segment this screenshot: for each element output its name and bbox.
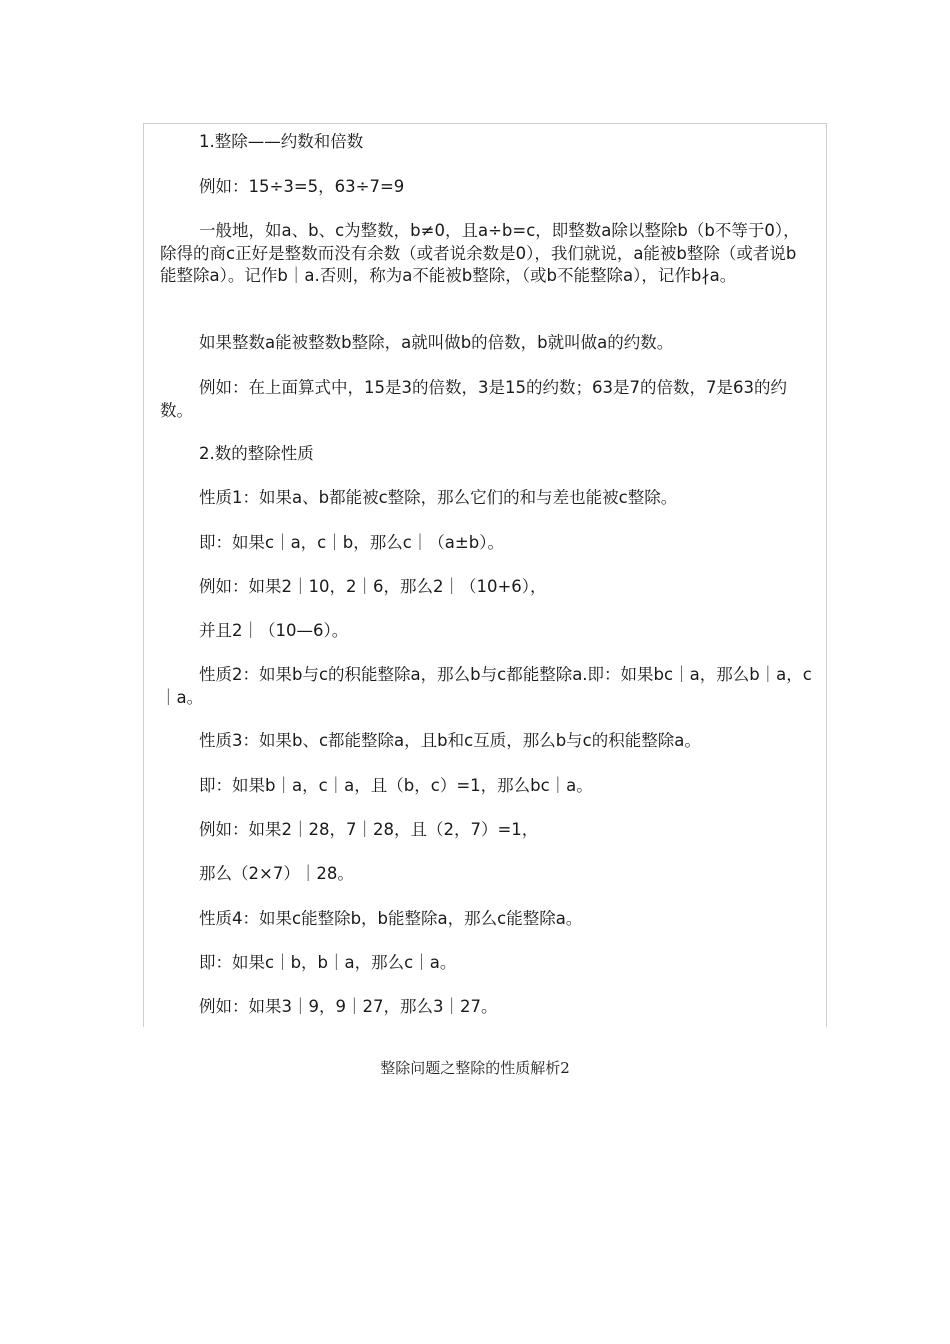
- property-4-formula: 即：如果c｜b，b｜a，那么c｜a。: [199, 953, 457, 972]
- heading-2: 2.数的整除性质: [199, 444, 314, 463]
- definition-paragraph: 一般地，如a、b、c为整数，b≠0，且a÷b=c，即整数a除以整除b（b不等于0），除得的商c正好是整数而没有余数（或者说余数是0），我们就说，a能被b整除（或者说b能整除a）。记作b｜a.否则，称为a不能被b整除，（或b不能整除a），记作b∤a。: [160, 221, 800, 285]
- property-3-paragraph: 性质3：如果b、c都能整除a，且b和c互质，那么b与c的积能整除a。: [199, 731, 701, 750]
- property-1-paragraph: 性质1：如果a、b都能被c整除，那么它们的和与差也能被c整除。: [199, 488, 678, 507]
- property-3-formula: 即：如果b｜a，c｜a，且（b，c）=1，那么bc｜a。: [199, 776, 593, 795]
- property-4-example: 例如：如果3｜9，9｜27，那么3｜27。: [199, 997, 498, 1016]
- heading-1: 1.整除——约数和倍数: [199, 132, 364, 151]
- property-2-paragraph: 性质2：如果b与c的积能整除a，那么b与c都能整除a.即：如果bc｜a，那么b｜a，c｜a。: [160, 665, 812, 707]
- property-4-paragraph: 性质4：如果c能整除b，b能整除a，那么c能整除a。: [199, 909, 583, 928]
- document-caption: 整除问题之整除的性质解析2: [380, 1059, 570, 1077]
- property-3-example: 例如：如果2｜28，7｜28，且（2，7）=1，: [199, 820, 539, 839]
- multiple-divisor-paragraph: 如果整数a能被整数b整除，a就叫做b的倍数，b就叫做a的约数。: [199, 333, 674, 352]
- property-1-formula: 即：如果c｜a，c｜b，那么c｜（a±b）。: [199, 533, 504, 552]
- property-1-example: 例如：如果2｜10，2｜6，那么2｜（10+6），: [199, 577, 547, 596]
- property-3-example-cont: 那么（2×7）｜28。: [199, 864, 354, 883]
- property-1-example-cont: 并且2｜（10—6）。: [199, 621, 349, 640]
- example-paragraph: 例如：15÷3=5，63÷7=9: [199, 177, 405, 196]
- example-paragraph: 例如：在上面算式中，15是3的倍数，3是15的约数；63是7的倍数，7是63的约数。: [160, 378, 787, 420]
